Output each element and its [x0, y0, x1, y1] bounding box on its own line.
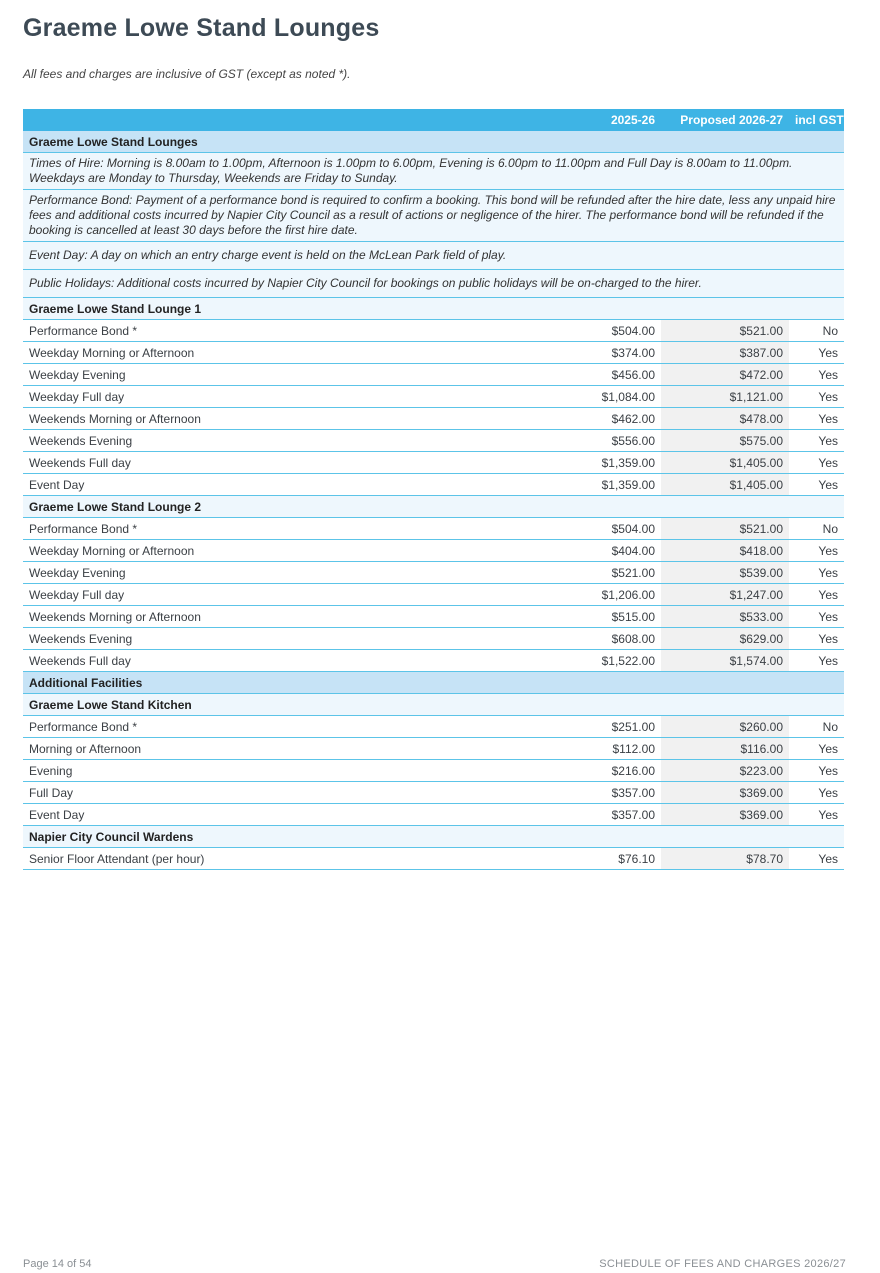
fee-gst-flag: Yes — [789, 782, 844, 804]
fee-current: $112.00 — [533, 738, 661, 760]
fee-description: Weekends Full day — [23, 452, 533, 474]
fee-description: Weekends Evening — [23, 430, 533, 452]
fee-gst-flag: Yes — [789, 386, 844, 408]
table-row — [23, 628, 844, 650]
fee-description: Weekends Morning or Afternoon — [23, 408, 533, 430]
fee-current: $1,359.00 — [533, 452, 661, 474]
fee-proposed: $521.00 — [661, 320, 789, 342]
section-heading-row — [23, 131, 844, 153]
fee-description: Weekday Full day — [23, 386, 533, 408]
fee-current: $521.00 — [533, 562, 661, 584]
fee-proposed: $629.00 — [661, 628, 789, 650]
fee-proposed: $78.70 — [661, 848, 789, 870]
fee-current: $556.00 — [533, 430, 661, 452]
fee-proposed: $539.00 — [661, 562, 789, 584]
fee-proposed: $1,247.00 — [661, 584, 789, 606]
fee-current: $1,359.00 — [533, 474, 661, 496]
fee-description: Senior Floor Attendant (per hour) — [23, 848, 533, 870]
section-title: Graeme Lowe Stand Lounge 1 — [23, 298, 844, 320]
note-text: Performance Bond: Payment of a performance bond is required to confirm a booking. This bond will be refunded after the hire date, less any unpaid hire fees and additional costs incurred by Napier City Council as a result of actions or negligence of the hirer. The performance bond will be refunded if the booking is cancelled at least 30 days before the first hire date. — [23, 190, 844, 242]
header-proposed-year: Proposed 2026-27 — [661, 109, 789, 131]
fee-current: $357.00 — [533, 782, 661, 804]
header-gst: incl GST — [789, 109, 844, 131]
fee-current: $1,206.00 — [533, 584, 661, 606]
section-title: Graeme Lowe Stand Lounges — [23, 131, 844, 153]
fee-current: $404.00 — [533, 540, 661, 562]
table-row — [23, 430, 844, 452]
fee-gst-flag: Yes — [789, 584, 844, 606]
fee-gst-flag: Yes — [789, 760, 844, 782]
table-row — [23, 650, 844, 672]
fee-gst-flag: Yes — [789, 342, 844, 364]
table-row — [23, 760, 844, 782]
fee-description: Weekday Evening — [23, 562, 533, 584]
fee-proposed: $369.00 — [661, 782, 789, 804]
fee-description: Weekday Morning or Afternoon — [23, 342, 533, 364]
note-text: Public Holidays: Additional costs incurred by Napier City Council for bookings on public holidays will be on-charged to the hirer. — [23, 270, 844, 298]
subsection-heading-row — [23, 694, 844, 716]
fee-current: $357.00 — [533, 804, 661, 826]
page-subtitle: All fees and charges are inclusive of GST (except as noted *). — [23, 67, 351, 81]
fee-current: $462.00 — [533, 408, 661, 430]
fee-gst-flag: Yes — [789, 540, 844, 562]
fee-gst-flag: Yes — [789, 364, 844, 386]
fee-proposed: $1,405.00 — [661, 474, 789, 496]
note-text: Times of Hire: Morning is 8.00am to 1.00pm, Afternoon is 1.00pm to 6.00pm, Evening is 6.00pm to 11.00pm and Full Day is 8.00am to 11.00pm. Weekdays are Monday to Thursday, Weekends are Friday to Sunday. — [23, 153, 844, 190]
fee-proposed: $418.00 — [661, 540, 789, 562]
fee-description: Performance Bond * — [23, 518, 533, 540]
fee-description: Weekends Evening — [23, 628, 533, 650]
table-row — [23, 474, 844, 496]
subsection-heading-row — [23, 826, 844, 848]
header-current-year: 2025-26 — [533, 109, 661, 131]
table-row — [23, 848, 844, 870]
table-row — [23, 716, 844, 738]
table-row — [23, 804, 844, 826]
fee-description: Weekday Full day — [23, 584, 533, 606]
fee-current: $216.00 — [533, 760, 661, 782]
page-title: Graeme Lowe Stand Lounges — [23, 14, 380, 42]
fee-gst-flag: No — [789, 518, 844, 540]
fee-description: Event Day — [23, 474, 533, 496]
section-title: Additional Facilities — [23, 672, 844, 694]
note-text: Event Day: A day on which an entry charge event is held on the McLean Park field of play. — [23, 242, 844, 270]
fee-current: $374.00 — [533, 342, 661, 364]
fee-gst-flag: No — [789, 716, 844, 738]
note-row — [23, 242, 844, 270]
fees-table — [23, 109, 844, 870]
table-body — [23, 131, 844, 870]
fee-current: $456.00 — [533, 364, 661, 386]
section-title: Graeme Lowe Stand Kitchen — [23, 694, 844, 716]
fee-description: Performance Bond * — [23, 320, 533, 342]
table-row — [23, 584, 844, 606]
fee-current: $76.10 — [533, 848, 661, 870]
fee-proposed: $1,574.00 — [661, 650, 789, 672]
table-header-row — [23, 109, 844, 131]
fee-gst-flag: Yes — [789, 452, 844, 474]
fee-gst-flag: Yes — [789, 562, 844, 584]
fee-proposed: $478.00 — [661, 408, 789, 430]
table-row — [23, 452, 844, 474]
table-row — [23, 540, 844, 562]
fee-proposed: $260.00 — [661, 716, 789, 738]
fee-description: Weekday Evening — [23, 364, 533, 386]
subsection-heading-row — [23, 496, 844, 518]
fee-gst-flag: Yes — [789, 804, 844, 826]
note-row — [23, 270, 844, 298]
fee-current: $1,522.00 — [533, 650, 661, 672]
fee-current: $608.00 — [533, 628, 661, 650]
fee-proposed: $472.00 — [661, 364, 789, 386]
table-row — [23, 364, 844, 386]
fee-proposed: $575.00 — [661, 430, 789, 452]
table-row — [23, 738, 844, 760]
section-heading-row — [23, 672, 844, 694]
fee-description: Evening — [23, 760, 533, 782]
fee-description: Weekends Morning or Afternoon — [23, 606, 533, 628]
fee-gst-flag: Yes — [789, 848, 844, 870]
fee-gst-flag: No — [789, 320, 844, 342]
table-row — [23, 518, 844, 540]
section-title: Graeme Lowe Stand Lounge 2 — [23, 496, 844, 518]
fee-gst-flag: Yes — [789, 606, 844, 628]
page-number: Page 14 of 54 — [23, 1258, 92, 1270]
fee-description: Morning or Afternoon — [23, 738, 533, 760]
fee-current: $251.00 — [533, 716, 661, 738]
fee-proposed: $387.00 — [661, 342, 789, 364]
table-row — [23, 342, 844, 364]
fee-proposed: $521.00 — [661, 518, 789, 540]
table-row — [23, 562, 844, 584]
note-row — [23, 153, 844, 190]
table-row — [23, 386, 844, 408]
fee-proposed: $533.00 — [661, 606, 789, 628]
fee-proposed: $116.00 — [661, 738, 789, 760]
fee-current: $515.00 — [533, 606, 661, 628]
fee-current: $504.00 — [533, 518, 661, 540]
table-row — [23, 782, 844, 804]
fee-gst-flag: Yes — [789, 628, 844, 650]
subsection-heading-row — [23, 298, 844, 320]
fee-proposed: $223.00 — [661, 760, 789, 782]
document-title: SCHEDULE OF FEES AND CHARGES 2026/27 — [599, 1258, 846, 1270]
fee-gst-flag: Yes — [789, 408, 844, 430]
fee-proposed: $369.00 — [661, 804, 789, 826]
header-description — [23, 109, 533, 131]
fee-proposed: $1,405.00 — [661, 452, 789, 474]
fee-description: Weekends Full day — [23, 650, 533, 672]
fee-gst-flag: Yes — [789, 738, 844, 760]
fee-gst-flag: Yes — [789, 650, 844, 672]
fee-description: Performance Bond * — [23, 716, 533, 738]
fee-gst-flag: Yes — [789, 430, 844, 452]
fee-current: $1,084.00 — [533, 386, 661, 408]
table-row — [23, 606, 844, 628]
fee-description: Full Day — [23, 782, 533, 804]
fee-proposed: $1,121.00 — [661, 386, 789, 408]
fee-description: Weekday Morning or Afternoon — [23, 540, 533, 562]
note-row — [23, 190, 844, 242]
section-title: Napier City Council Wardens — [23, 826, 844, 848]
table-row — [23, 408, 844, 430]
fee-description: Event Day — [23, 804, 533, 826]
fee-gst-flag: Yes — [789, 474, 844, 496]
table-row — [23, 320, 844, 342]
fee-current: $504.00 — [533, 320, 661, 342]
